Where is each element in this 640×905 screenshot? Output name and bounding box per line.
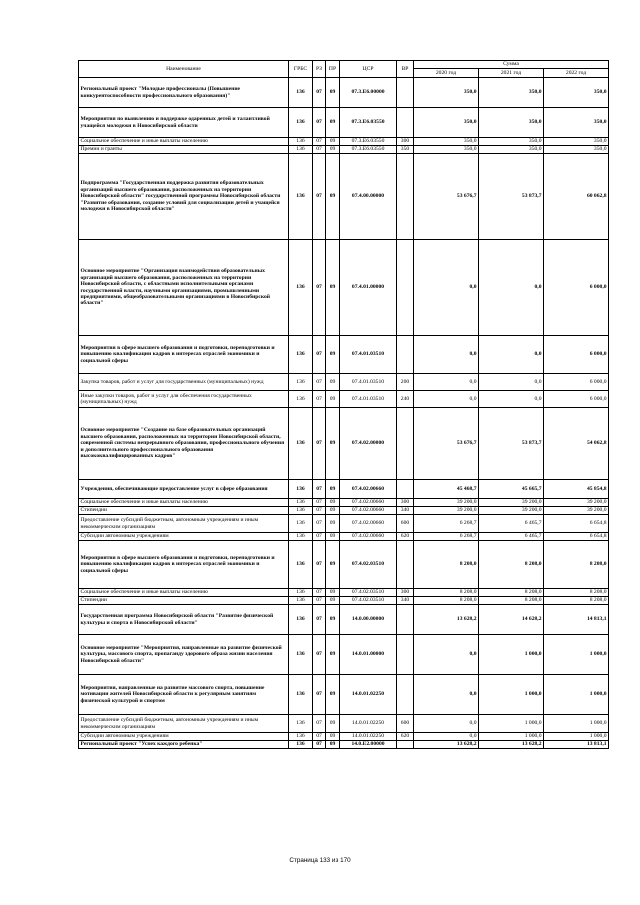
cell-grbs: 136 (289, 154, 313, 240)
cell-y1: 0,0 (414, 391, 479, 408)
table-row (79, 240, 609, 336)
cell-name: Иные закупки товаров, работ и услуг для обеспечения государственных (муниципальных) нужд (79, 391, 289, 408)
cell-name: Предоставление субсидий бюджетным, автономным учреждениям и иным некоммерческим организациям (79, 515, 289, 533)
cell-y1: 350,0 (414, 78, 479, 108)
cell-vr (397, 108, 414, 138)
cell-y2: 0,0 (479, 374, 544, 391)
cell-vr (397, 635, 414, 675)
cell-grbs: 136 (289, 480, 313, 499)
cell-csr: 07.3.Е6.03550 (340, 108, 397, 138)
cell-y3: 1 000,0 (544, 733, 609, 741)
cell-csr: 14.0.01.00000 (340, 635, 397, 675)
cell-rz: 07 (313, 589, 326, 597)
cell-pr: 09 (326, 374, 340, 391)
cell-y2: 350,0 (479, 138, 544, 146)
cell-csr: 07.4.02.03510 (340, 541, 397, 589)
cell-name: Субсидии автономным учреждениям (79, 733, 289, 741)
cell-pr: 09 (326, 597, 340, 605)
cell-vr: 350 (397, 146, 414, 154)
cell-rz: 07 (313, 154, 326, 240)
cell-csr: 07.3.Е6.03550 (340, 138, 397, 146)
cell-vr: 240 (397, 391, 414, 408)
table-row (79, 408, 609, 480)
cell-name: Закупка товаров, работ и услуг для государственных (муниципальных) нужд (79, 374, 289, 391)
page-number: Страница 133 из 170 (289, 857, 351, 864)
cell-y1: 350,0 (414, 146, 479, 154)
cell-grbs: 136 (289, 336, 313, 374)
cell-name: Мероприятия в сфере высшего образования и подготовки, переподготовки и повышению квалификации кадров в интересах отраслей экономики и социальной сферы (79, 541, 289, 589)
cell-rz: 07 (313, 391, 326, 408)
cell-grbs: 136 (289, 605, 313, 635)
cell-y2: 8 208,0 (479, 589, 544, 597)
cell-name: Учреждения, обеспечивающие предоставление услуг в сфере образования (79, 480, 289, 499)
cell-y1: 53 676,7 (414, 408, 479, 480)
table-row (79, 507, 609, 515)
table-row (79, 336, 609, 374)
table-body (79, 78, 609, 749)
cell-csr: 07.4.01.03510 (340, 391, 397, 408)
cell-name: Подпрограмма "Государственная поддержка развития образовательных организаций высшего образования, расположенных на территории Новосибирской области" государственной программы Новосибирской области "Развитие образования, создание условий для социализации детей и учащейся молодежи в Новосибирской области" (79, 154, 289, 240)
cell-y3: 6 000,0 (544, 336, 609, 374)
table-row (79, 541, 609, 589)
cell-name: Государственная программа Новосибирской области "Развитие физической культуры и спорта в Новосибирской области" (79, 605, 289, 635)
cell-vr: 300 (397, 589, 414, 597)
cell-csr: 07.4.02.00660 (340, 499, 397, 507)
header-year-2021: 2021 год (479, 69, 544, 78)
header-vr: ВР (397, 61, 414, 78)
cell-name: Мероприятия в сфере высшего образования и подготовки, переподготовки и повышению квалификации кадров в интересах отраслей экономики и социальной сферы (79, 336, 289, 374)
cell-grbs: 136 (289, 597, 313, 605)
cell-name: Субсидии автономным учреждениям (79, 533, 289, 541)
cell-rz: 07 (313, 635, 326, 675)
cell-grbs: 136 (289, 741, 313, 749)
cell-rz: 07 (313, 733, 326, 741)
cell-rz: 07 (313, 515, 326, 533)
cell-name: Основное мероприятие "Организация взаимодействия образовательных организаций высшего образования, расположенных на территории Новосибирской области, с областными исполнительными органами государственной власти, научными организациями, промышленными предприятиями, общеобразовательными организациями в Новосибирской области" (79, 240, 289, 336)
cell-csr: 07.4.02.00660 (340, 507, 397, 515)
cell-csr: 14.0.00.00000 (340, 605, 397, 635)
cell-name: Стипендии (79, 597, 289, 605)
cell-pr: 09 (326, 715, 340, 733)
header-csr: ЦСР (340, 61, 397, 78)
cell-y2: 1 000,0 (479, 635, 544, 675)
cell-rz: 07 (313, 240, 326, 336)
cell-y3: 350,0 (544, 78, 609, 108)
cell-rz: 07 (313, 715, 326, 733)
cell-y2: 6 465,7 (479, 515, 544, 533)
table-row (79, 605, 609, 635)
table-row (79, 391, 609, 408)
cell-grbs: 136 (289, 635, 313, 675)
cell-y2: 39 200,0 (479, 499, 544, 507)
cell-y2: 1 000,0 (479, 733, 544, 741)
cell-grbs: 136 (289, 240, 313, 336)
cell-csr: 07.4.02.03510 (340, 597, 397, 605)
cell-rz: 07 (313, 146, 326, 154)
cell-vr (397, 480, 414, 499)
cell-pr: 09 (326, 675, 340, 715)
cell-csr: 07.4.02.00000 (340, 408, 397, 480)
table-row (79, 480, 609, 499)
cell-name: Стипендии (79, 507, 289, 515)
cell-y1: 0,0 (414, 374, 479, 391)
cell-rz: 07 (313, 541, 326, 589)
header-grbs: ГРБС (289, 61, 313, 78)
cell-y2: 1 000,0 (479, 675, 544, 715)
cell-y2: 39 200,0 (479, 507, 544, 515)
cell-y3: 8 208,0 (544, 589, 609, 597)
cell-y3: 60 062,8 (544, 154, 609, 240)
cell-name: Предоставление субсидий бюджетным, автономным учреждениям и иным некоммерческим организациям (79, 715, 289, 733)
cell-y3: 1 000,0 (544, 635, 609, 675)
cell-pr: 09 (326, 154, 340, 240)
cell-y2: 350,0 (479, 108, 544, 138)
cell-y3: 1 000,0 (544, 715, 609, 733)
cell-csr: 07.3.Е6.00000 (340, 78, 397, 108)
cell-y3: 6 000,0 (544, 240, 609, 336)
cell-rz: 07 (313, 597, 326, 605)
cell-csr: 07.4.01.00000 (340, 240, 397, 336)
cell-y2: 0,0 (479, 336, 544, 374)
cell-vr (397, 541, 414, 589)
table-row (79, 154, 609, 240)
table-row (79, 138, 609, 146)
cell-y3: 6 000,0 (544, 391, 609, 408)
cell-rz: 07 (313, 605, 326, 635)
cell-pr: 09 (326, 108, 340, 138)
cell-name: Мероприятия по выявлению и поддержке одаренных детей и талантливой учащейся молодежи в Новосибирской области (79, 108, 289, 138)
cell-y3: 14 813,1 (544, 605, 609, 635)
cell-csr: 07.4.00.00000 (340, 154, 397, 240)
cell-y3: 6 654,8 (544, 533, 609, 541)
cell-pr: 09 (326, 336, 340, 374)
cell-pr: 09 (326, 533, 340, 541)
cell-y2: 45 665,7 (479, 480, 544, 499)
cell-y2: 0,0 (479, 391, 544, 408)
cell-grbs: 136 (289, 408, 313, 480)
header-sum: Сумма (414, 61, 609, 69)
cell-name: Премии и гранты (79, 146, 289, 154)
cell-csr: 07.4.01.03510 (340, 374, 397, 391)
cell-y3: 350,0 (544, 108, 609, 138)
cell-vr: 620 (397, 733, 414, 741)
table-header (79, 61, 609, 78)
cell-name: Социальное обеспечение и иные выплаты населению (79, 138, 289, 146)
cell-vr (397, 675, 414, 715)
cell-y3: 13 813,1 (544, 741, 609, 749)
cell-pr: 09 (326, 541, 340, 589)
header-name: Наименование (79, 61, 289, 78)
cell-vr (397, 605, 414, 635)
cell-vr: 340 (397, 507, 414, 515)
cell-y1: 45 468,7 (414, 480, 479, 499)
cell-vr: 600 (397, 715, 414, 733)
cell-pr: 09 (326, 635, 340, 675)
cell-y1: 39 200,0 (414, 507, 479, 515)
cell-y2: 53 873,7 (479, 154, 544, 240)
cell-y2: 0,0 (479, 240, 544, 336)
cell-pr: 09 (326, 391, 340, 408)
cell-vr (397, 154, 414, 240)
cell-y1: 8 208,0 (414, 589, 479, 597)
cell-rz: 07 (313, 374, 326, 391)
cell-y2: 1 000,0 (479, 715, 544, 733)
cell-y1: 13 628,2 (414, 741, 479, 749)
table-row (79, 108, 609, 138)
cell-vr: 300 (397, 499, 414, 507)
table-row (79, 635, 609, 675)
cell-name: Региональный проект "Молодые профессионалы (Повышение конкурентоспособности профессионального образования)" (79, 78, 289, 108)
table-row (79, 533, 609, 541)
cell-grbs: 136 (289, 589, 313, 597)
cell-grbs: 136 (289, 391, 313, 408)
cell-y1: 0,0 (414, 675, 479, 715)
cell-csr: 07.3.Е6.03550 (340, 146, 397, 154)
cell-y1: 350,0 (414, 138, 479, 146)
table-row (79, 146, 609, 154)
cell-grbs: 136 (289, 533, 313, 541)
cell-csr: 14.0.01.02250 (340, 675, 397, 715)
cell-pr: 09 (326, 240, 340, 336)
cell-csr: 07.4.02.03510 (340, 589, 397, 597)
cell-name: Основное мероприятие "Создание на базе образовательных организаций высшего образования, расположенных на территории Новосибирской области, современной системы непрерывного образования, профессионального обучения и дополнительного профессионального образования высококвалифицированных кадров" (79, 408, 289, 480)
cell-vr: 600 (397, 515, 414, 533)
header-rz: РЗ (313, 61, 326, 78)
cell-y1: 53 676,7 (414, 154, 479, 240)
cell-grbs: 136 (289, 78, 313, 108)
cell-rz: 07 (313, 336, 326, 374)
cell-pr: 09 (326, 589, 340, 597)
cell-grbs: 136 (289, 675, 313, 715)
cell-y1: 6 268,7 (414, 533, 479, 541)
cell-grbs: 136 (289, 715, 313, 733)
cell-name: Основное мероприятие "Мероприятия, направленные на развитие физической культуры, массового спорта, пропаганду здорового образа жизни населения Новосибирской области" (79, 635, 289, 675)
cell-y2: 13 628,2 (479, 741, 544, 749)
cell-y1: 0,0 (414, 240, 479, 336)
cell-y1: 6 268,7 (414, 515, 479, 533)
cell-name: Мероприятия, направленные на развитие массового спорта, повышение мотивации жителей Новосибирской области к регулярным занятиям физической культурой и спортом (79, 675, 289, 715)
cell-y3: 6 000,0 (544, 374, 609, 391)
cell-vr: 200 (397, 374, 414, 391)
cell-y2: 14 628,2 (479, 605, 544, 635)
cell-y1: 350,0 (414, 108, 479, 138)
table-row (79, 597, 609, 605)
table-row (79, 499, 609, 507)
cell-y3: 45 854,8 (544, 480, 609, 499)
cell-y3: 8 208,0 (544, 597, 609, 605)
cell-y3: 8 208,0 (544, 541, 609, 589)
cell-pr: 09 (326, 408, 340, 480)
cell-vr: 300 (397, 138, 414, 146)
cell-grbs: 136 (289, 507, 313, 515)
cell-rz: 07 (313, 408, 326, 480)
cell-name: Социальное обеспечение и иные выплаты населению (79, 589, 289, 597)
cell-y3: 1 000,0 (544, 675, 609, 715)
cell-y1: 13 628,2 (414, 605, 479, 635)
cell-grbs: 136 (289, 499, 313, 507)
cell-rz: 07 (313, 499, 326, 507)
table-row (79, 374, 609, 391)
cell-grbs: 136 (289, 108, 313, 138)
cell-vr: 340 (397, 597, 414, 605)
cell-pr: 09 (326, 146, 340, 154)
cell-y1: 39 200,0 (414, 499, 479, 507)
cell-rz: 07 (313, 533, 326, 541)
cell-y2: 8 208,0 (479, 597, 544, 605)
cell-rz: 07 (313, 507, 326, 515)
cell-vr (397, 408, 414, 480)
cell-pr: 09 (326, 733, 340, 741)
cell-rz: 07 (313, 108, 326, 138)
cell-grbs: 136 (289, 138, 313, 146)
cell-pr: 09 (326, 78, 340, 108)
header-year-2020: 2020 год (414, 69, 479, 78)
cell-vr (397, 336, 414, 374)
cell-grbs: 136 (289, 515, 313, 533)
table-row (79, 515, 609, 533)
cell-csr: 07.4.02.00660 (340, 515, 397, 533)
cell-y2: 350,0 (479, 146, 544, 154)
cell-y3: 350,0 (544, 146, 609, 154)
table-row (79, 78, 609, 108)
budget-table (78, 60, 609, 749)
cell-rz: 07 (313, 675, 326, 715)
cell-csr: 07.4.02.00660 (340, 533, 397, 541)
cell-y1: 0,0 (414, 733, 479, 741)
cell-vr (397, 741, 414, 749)
cell-y2: 53 873,7 (479, 408, 544, 480)
cell-csr: 14.0.Е2.00000 (340, 741, 397, 749)
cell-grbs: 136 (289, 733, 313, 741)
cell-y2: 350,0 (479, 78, 544, 108)
cell-pr: 09 (326, 138, 340, 146)
cell-y2: 8 208,0 (479, 541, 544, 589)
cell-y1: 8 208,0 (414, 541, 479, 589)
cell-pr: 09 (326, 507, 340, 515)
cell-vr (397, 78, 414, 108)
cell-csr: 14.0.01.02250 (340, 715, 397, 733)
header-pr: ПР (326, 61, 340, 78)
cell-y3: 39 200,0 (544, 499, 609, 507)
table-row (79, 675, 609, 715)
cell-rz: 07 (313, 741, 326, 749)
cell-vr (397, 240, 414, 336)
cell-y2: 6 465,7 (479, 533, 544, 541)
cell-pr: 09 (326, 741, 340, 749)
cell-y1: 0,0 (414, 715, 479, 733)
table-row (79, 741, 609, 749)
cell-y3: 39 200,0 (544, 507, 609, 515)
cell-pr: 09 (326, 515, 340, 533)
cell-csr: 07.4.01.03510 (340, 336, 397, 374)
table-row (79, 715, 609, 733)
cell-name: Региональный проект "Успех каждого ребенка" (79, 741, 289, 749)
cell-csr: 14.0.01.02250 (340, 733, 397, 741)
cell-y3: 6 654,8 (544, 515, 609, 533)
cell-rz: 07 (313, 138, 326, 146)
cell-y1: 8 208,0 (414, 597, 479, 605)
cell-grbs: 136 (289, 146, 313, 154)
cell-pr: 09 (326, 605, 340, 635)
cell-pr: 09 (326, 499, 340, 507)
cell-csr: 07.4.02.00660 (340, 480, 397, 499)
cell-y1: 0,0 (414, 635, 479, 675)
cell-y3: 350,0 (544, 138, 609, 146)
cell-pr: 09 (326, 480, 340, 499)
cell-rz: 07 (313, 480, 326, 499)
cell-grbs: 136 (289, 541, 313, 589)
cell-name: Социальное обеспечение и иные выплаты населению (79, 499, 289, 507)
header-year-2022: 2022 год (544, 69, 609, 78)
cell-rz: 07 (313, 78, 326, 108)
cell-vr: 620 (397, 533, 414, 541)
cell-y1: 0,0 (414, 336, 479, 374)
cell-grbs: 136 (289, 374, 313, 391)
table-row (79, 733, 609, 741)
table-row (79, 589, 609, 597)
cell-y3: 54 062,8 (544, 408, 609, 480)
